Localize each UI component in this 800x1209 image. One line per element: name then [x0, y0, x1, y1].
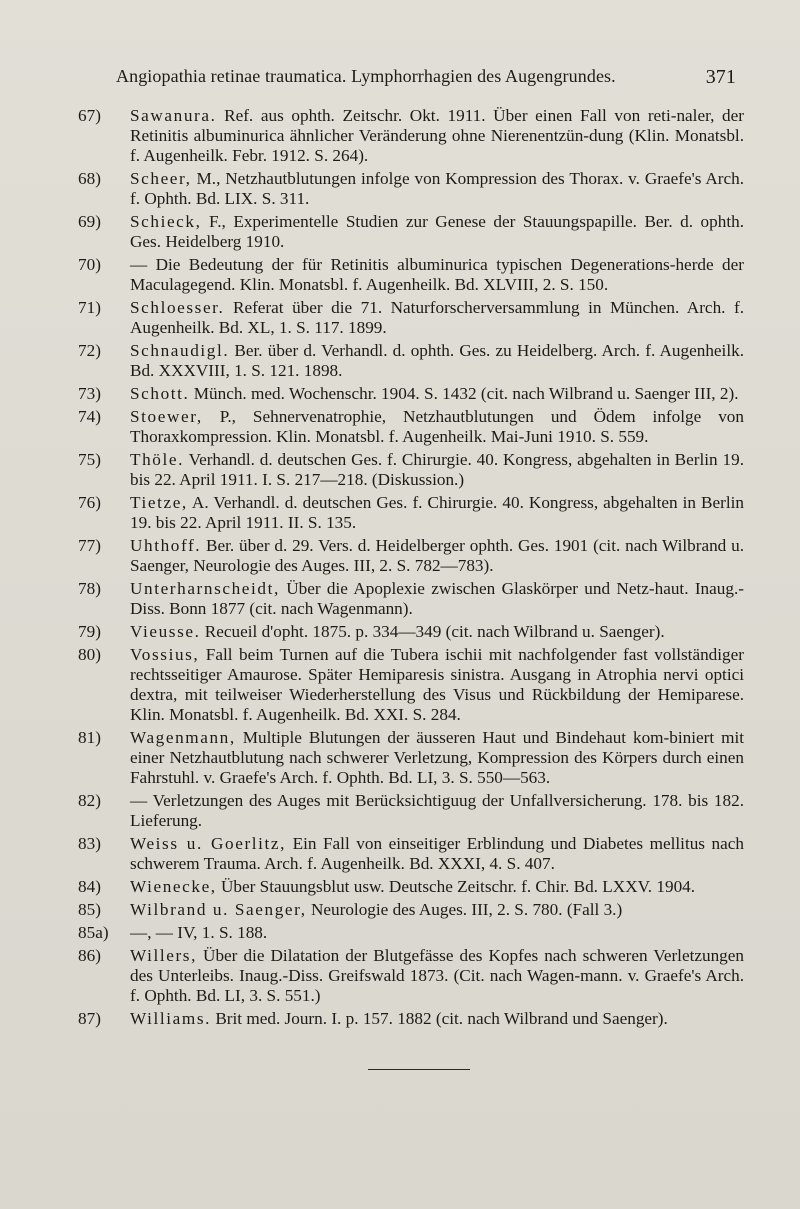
reference-author: Sawanura. — [130, 106, 217, 125]
reference-item — [72, 877, 744, 897]
reference-number: 68) — [78, 169, 101, 188]
reference-item — [72, 407, 744, 447]
reference-item — [72, 341, 744, 381]
reference-text: Verhandl. d. deutschen Ges. f. Chirurgie. 40. Kongress, abgehalten in Berlin 19. bis 22. April 1911. I. S. 217—218. (Diskussion.) — [130, 450, 744, 489]
reference-text: Referat über die 71. Naturforscherversammlung in München. Arch. f. Augenheilk. Bd. XL, 1. S. 117. 1899. — [130, 298, 744, 337]
reference-author: Wagenmann, — [130, 728, 236, 747]
reference-text: Über Stauungsblut usw. Deutsche Zeitschr. f. Chir. Bd. LXXV. 1904. — [216, 877, 696, 896]
reference-number: 74) — [78, 407, 101, 426]
reference-author: Schieck, — [130, 212, 202, 231]
reference-author: Stoewer, — [130, 407, 203, 426]
reference-item — [72, 645, 744, 725]
reference-item — [72, 255, 744, 295]
reference-text: — Verletzungen des Auges mit Berücksichtiguug der Unfallversicherung. 178. bis 182. Lieferung. — [130, 791, 744, 830]
reference-number: 87) — [78, 1009, 101, 1028]
reference-number: 79) — [78, 622, 101, 641]
reference-item — [72, 579, 744, 619]
reference-number: 70) — [78, 255, 101, 274]
reference-number: 72) — [78, 341, 101, 360]
reference-item — [72, 106, 744, 166]
reference-author: Tietze, — [130, 493, 188, 512]
reference-author: Uhthoff. — [130, 536, 202, 555]
end-rule — [368, 1069, 470, 1070]
reference-number: 76) — [78, 493, 101, 512]
reference-item — [72, 728, 744, 788]
reference-text: Ein Fall von einseitiger Erblindung und Diabetes mellitus nach schwerem Trauma. Arch. f. Augenheilk. Bd. XXXI, 4. S. 407. — [130, 834, 744, 873]
reference-number: 85a) — [78, 923, 109, 942]
reference-number: 80) — [78, 645, 101, 664]
reference-text: Neurologie des Auges. III, 2. S. 780. (Fall 3.) — [306, 900, 623, 919]
reference-text: M., Netzhautblutungen infolge von Kompression des Thorax. v. Graefe's Arch. f. Ophth. Bd. LIX. S. 311. — [130, 169, 744, 208]
reference-text: Recueil d'opht. 1875. p. 334—349 (cit. nach Wilbrand u. Saenger). — [200, 622, 665, 641]
reference-text: Ref. aus ophth. Zeitschr. Okt. 1911. Über einen Fall von reti-naler, der Retinitis albuminurica ähnlicher Veränderung ohne Nierenentzün-dung (Klin. Monatsbl. f. Augenheilk. Febr. 1912. S. 264). — [130, 106, 744, 165]
reference-text: F., Experimentelle Studien zur Genese der Stauungspapille. Ber. d. ophth. Ges. Heidelberg 1910. — [130, 212, 744, 251]
reference-text: A. Verhandl. d. deutschen Ges. f. Chirurgie. 40. Kongress, abgehalten in Berlin 19. bis 22. April 1911. II. S. 135. — [130, 493, 744, 532]
reference-item — [72, 923, 744, 943]
reference-item — [72, 169, 744, 209]
reference-item — [72, 622, 744, 642]
reference-number: 77) — [78, 536, 101, 555]
reference-text: Über die Dilatation der Blutgefässe des Kopfes nach schweren Verletzungen des Unterleibs. Inaug.-Diss. Greifswald 1873. (Cit. nach Wagen-mann. v. Graefe's Arch. f. Ophth. Bd. LI, 3. S. 551.) — [130, 946, 744, 1005]
reference-text: — Die Bedeutung der für Retinitis albuminurica typischen Degenerations-herde der Maculagegend. Klin. Monatsbl. f. Augenheilk. Bd. XLVIII, 2. S. 150. — [130, 255, 744, 294]
reference-item — [72, 834, 744, 874]
reference-text: Ber. über d. 29. Vers. d. Heidelberger ophth. Ges. 1901 (cit. nach Wilbrand u. Saenger, Neurologie des Auges. III, 2. S. 782—783). — [130, 536, 744, 575]
reference-author: Schnaudigl. — [130, 341, 230, 360]
reference-author: Schott. — [130, 384, 190, 403]
reference-author: Vossius, — [130, 645, 200, 664]
reference-author: Willers, — [130, 946, 197, 965]
reference-text: P., Sehnervenatrophie, Netzhautblutungen und Ödem infolge von Thoraxkompression. Klin. Monatsbl. f. Augenheilk. Mai-Juni 1910. S. 559. — [130, 407, 744, 446]
reference-number: 83) — [78, 834, 101, 853]
reference-number: 73) — [78, 384, 101, 403]
reference-number: 82) — [78, 791, 101, 810]
page-header — [116, 66, 736, 87]
reference-number: 69) — [78, 212, 101, 231]
page-number: 371 — [705, 66, 736, 88]
reference-text: Über die Apoplexie zwischen Glaskörper und Netz-haut. Inaug.-Diss. Bonn 1877 (cit. nach Wagenmann). — [130, 579, 744, 618]
reference-text: Ber. über d. Verhandl. d. ophth. Ges. zu Heidelberg. Arch. f. Augenheilk. Bd. XXXVIII, 1. S. 121. 1898. — [130, 341, 744, 380]
reference-author: Thöle. — [130, 450, 184, 469]
reference-author: Unterharnscheidt, — [130, 579, 280, 598]
reference-number: 81) — [78, 728, 101, 747]
reference-text: Brit med. Journ. I. p. 157. 1882 (cit. nach Wilbrand und Saenger). — [211, 1009, 668, 1028]
reference-author: Schloesser. — [130, 298, 225, 317]
reference-author: Vieusse. — [130, 622, 201, 641]
running-title: Angiopathia retinae traumatica. Lymphorrhagien des Augengrundes. — [116, 66, 616, 86]
reference-number: 84) — [78, 877, 101, 896]
reference-item — [72, 450, 744, 490]
reference-number: 85) — [78, 900, 101, 919]
reference-author: Wilbrand u. Saenger, — [130, 900, 307, 919]
reference-number: 78) — [78, 579, 101, 598]
reference-list — [72, 106, 744, 1032]
reference-number: 75) — [78, 450, 101, 469]
reference-author: Weiss u. Goerlitz, — [130, 834, 287, 853]
reference-item — [72, 493, 744, 533]
reference-author: Williams. — [130, 1009, 212, 1028]
reference-item — [72, 900, 744, 920]
reference-text: —, — IV, 1. S. 188. — [130, 923, 268, 942]
reference-item — [72, 298, 744, 338]
reference-item — [72, 212, 744, 252]
reference-item — [72, 536, 744, 576]
reference-text: Fall beim Turnen auf die Tubera ischii mit nachfolgender fast vollständiger rechtsseitiger Amaurose. Später Hemiparesis sinistra. Ausgang in Atrophia nervi optici dextra, mit teilweiser Wiederherstellung des Visus und Rückbildung der Hemiparese. Klin. Monatsbl. f. Augenheilk. Bd. XXI. S. 284. — [130, 645, 744, 724]
reference-item — [72, 946, 744, 1006]
reference-text: Multiple Blutungen der äusseren Haut und Bindehaut kom-biniert mit einer Netzhautblutung nach schwerer Verletzung, Kompression des Körpers durch einen Fahrstuhl. v. Graefe's Arch. f. Ophth. Bd. LI, 3. S. 550—563. — [130, 728, 744, 787]
reference-item — [72, 791, 744, 831]
reference-number: 86) — [78, 946, 101, 965]
reference-number: 67) — [78, 106, 101, 125]
reference-text: Münch. med. Wochenschr. 1904. S. 1432 (cit. nach Wilbrand u. Saenger III, 2). — [189, 384, 739, 403]
reference-author: Scheer, — [130, 169, 192, 188]
reference-item — [72, 384, 744, 404]
reference-author: Wienecke, — [130, 877, 217, 896]
reference-item — [72, 1009, 744, 1029]
reference-number: 71) — [78, 298, 101, 317]
